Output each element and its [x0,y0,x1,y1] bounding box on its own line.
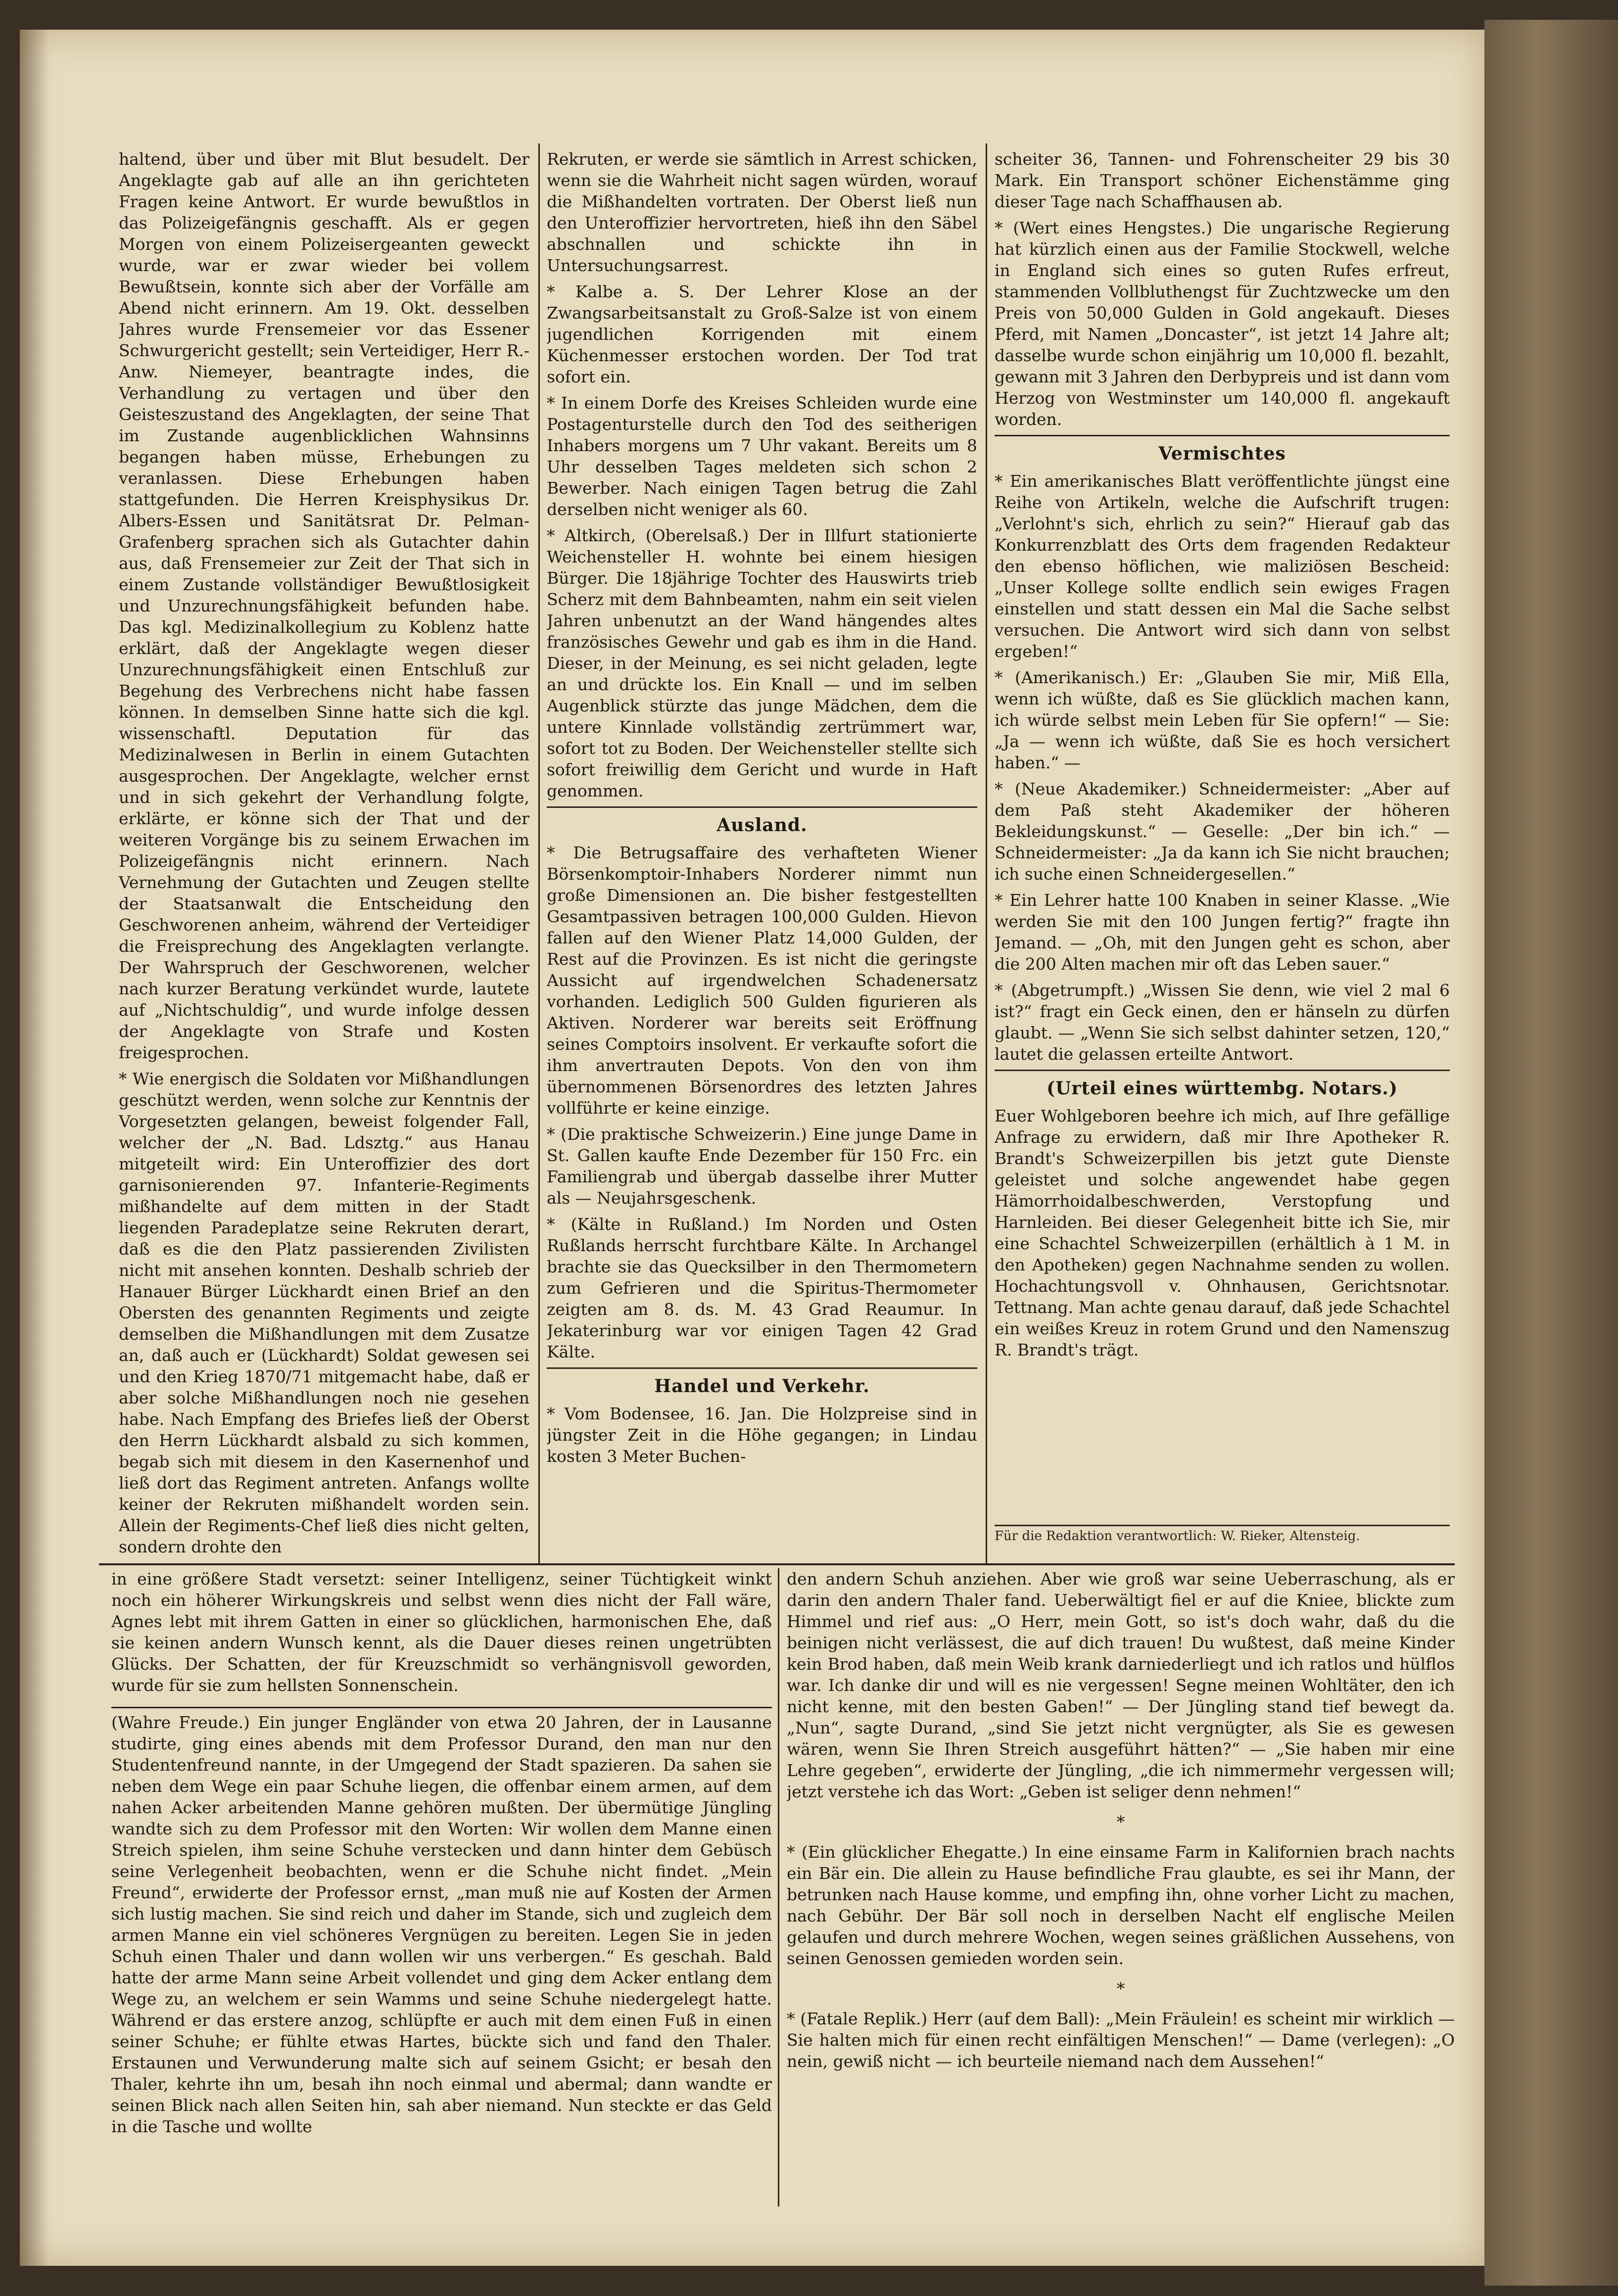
feuilleton-divider [99,1563,1455,1565]
column-rule [778,1568,779,2206]
section-rule [547,806,977,808]
feuilleton-end [111,1568,772,1702]
article-hengst: * (Wert eines Hengstes.) Die ungarische Regierung hat kürzlich einen aus der Familie Stockwell, welche in England sich eines so guten Rufes erfreut, stammenden Vollbluthengst für Zuchtzwecke um den Preis von 50,000 Gulden in Gold angekauft. Dieses Pferd, mit Namen „Doncaster“, ist jetzt 14 Jahre alt; dasselbe wurde schon einjährig um 10,000 fl. bezahlt, gewann mit 3 Jahren den Derbypreis und ist dann vom Herzog von Westminster um 140,000 fl. angekauft worden. [995,218,1450,429]
separator-star: * [1116,1979,1125,1998]
article-amerikanisches-blatt: * Ein amerikanisches Blatt veröffentlichte jüngst eine Reihe von Artikeln, welche die Aufschrift trugen: „Verlohnt's sich, ehrlich zu sein?“ Hierauf gab das Konkurrenzblatt des Orts dem fragenden Redakteur den ebenso höflichen, wie maliziösen Bescheid: „Unser Kollege sollte endlich sein ewiges Fragen einstellen und statt dessen ein Mal die Sache selbst versuchen. Die Antwort wird sich dann von selbst ergeben!“ [995,471,1450,661]
editor-line: Für die Redaktion verantwortlich: W. Rieker, Altensteig. [995,1529,1360,1544]
section-rule [547,1367,977,1369]
column-1 [119,148,529,1563]
column-2 [547,148,977,1563]
separator-star: * [1116,1812,1125,1831]
heading-ausland: Ausland. [716,815,808,836]
column-3 [995,148,1450,1524]
article-norderer: * Die Betrugsaffaire des verhafteten Wiener Börsenkomptoir-Inhabers Norderer nimmt nun große Dimensionen an. Die bisher festgestellten Gesamtpassiven betragen 100,000 Gulden. Hievon fallen auf den Wiener Platz 14,000 Gulden, der Rest auf die Provinzen. Es ist nicht die geringste Aussicht auf irgendwelchen Schadenersatz vorhanden. Lediglich 500 Gulden figurieren als Aktiven. Norderer war bereits seit Eröffnung seines Comptoirs insolvent. Er verkaufte sofort die ihm anvertrauten Depots. Von den von ihm übernommenen Börsenordres des letzten Jahres vollführte er keine einzige. [547,843,977,1118]
article-kalbe: * Kalbe a. S. Der Lehrer Klose an der Zwangsarbeitsanstalt zu Groß-Salze ist von einem jugendlichen Korrigenden mit einem Küchenmesser erstochen worden. Der Tod trat sofort ein. [547,282,977,386]
anecdote-ehegatte: * (Ein glücklicher Ehegatte.) In eine einsame Farm in Kalifornien brach nachts ein Bär ein. Die allein zu Hause befindliche Frau glaubte, es sei ihr Mann, der betrunken nach Hause komme, und empfing ihn, ohne vorher Licht zu machen, nach Gebühr. Der Bär soll noch in derselben Nacht elf englische Meilen gelaufen und durch mehrere Wochen, wegen seines gräßlichen Aussehens, von seinen Genossen gemieden worden sein. [787,1842,1455,1968]
heading-vermischtes: Vermischtes [1158,443,1286,464]
article-bodensee-cont: scheiter 36, Tannen- und Fohrenscheiter 29 bis 30 Mark. Ein Transport schöner Eichenstämme ging dieser Tage nach Schaffhausen ab. [995,149,1450,211]
article-altkirch: * Altkirch, (Oberelsaß.) Der in Illfurt stationierte Weichensteller H. wohnte bei einem hiesigen Bürger. Die 18jährige Tochter des Hauswirts trieb Scherz mit dem Bahnbeamten, nahm ein seit vielen Jahren unbenutzt an der Wand hängendes altes französisches Gewehr und gab es ihm in die Hand. Dieser, in der Meinung, es sei nicht geladen, legte an und drückte los. Ein Knall — und im selben Augenblick stürzte das junge Mädchen, dem die untere Kinnlade vollständig zertrümmert war, sofort tot zu Boden. Der Weichensteller stellte sich sofort freiwillig dem Gericht und wurde in Haft genommen. [547,526,977,800]
feuilleton-text: in eine größere Stadt versetzt: seiner Intelligenz, seiner Tüchtigkeit winkt noch ein höherer Wirkungskreis und selbst wenn dies nicht der Fall wäre, Agnes lebt mit ihrem Gatten in einer so glücklichen, harmonischen Ehe, daß sie keinen andern Wunsch kennt, als die Dauer dieses reinen ungetrübten Glücks. Der Schatten, der für Kreuzschmidt so verhängnisvoll geworden, wurde für sie zum hellsten Sonnenschein. [111,1569,772,1695]
article-hanau: * Wie energisch die Soldaten vor Mißhandlungen geschützt werden, wenn solche zur Kenntnis der Vorgesetzten gelangen, beweist folgender Fall, welcher der „N. Bad. Ldsztg.“ aus Hanau mitgeteilt wird: Ein Unteroffizier des dort garnisonierenden 97. Infanterie-Regiments mißhandelte auf dem mitten in der Stadt liegenden Paradeplatze seine Rekruten derart, daß es die den Platz passierenden Zivilisten nicht mit ansehen konnten. Deshalb schrieb der Hanauer Bürger Lückhardt einen Brief an den Obersten des genannten Regiments und zeigte demselben die Mißhandlungen mit dem Zusatze an, daß auch er (Lückhardt) Soldat gewesen sei und den Krieg 1870/71 mitgemacht habe, daß er aber solche Mißhandlungen noch nie gesehen habe. Nach Empfang des Briefes ließ der Oberst den Herrn Lückhardt alsbald zu sich kommen, begab sich mit diesem in den Kasernenhof und ließ dort das Regiment antreten. Anfangs wollte keiner der Rekruten mißhandelt worden sein. Allein der Regiments-Chef ließ dies nicht gelten, sondern drohte den [119,1069,529,1556]
column-rule [986,143,987,1563]
article-frensemeier: haltend, über und über mit Blut besudelt. Der Angeklagte gab auf alle an ihn gerichteten Fragen keine Antwort. Er wurde bewußtlos in das Polizeigefängnis geschafft. Als er gegen Morgen von einem Polizeisergeanten geweckt wurde, war er zwar wieder bei vollem Bewußtsein, konnte sich aber der Vorfälle am Abend nicht erinnern. Am 19. Okt. desselben Jahres wurde Frensemeier vor das Essener Schwurgericht gestellt; sein Verteidiger, Herr R.-Anw. Niemeyer, beantragte indes, die Verhandlung zu vertagen und über den Geisteszustand des Angeklagten, der seine That im Zustande augenblicklichen Wahnsinns begangen haben müsse, Erhebungen zu veranlassen. Diese Erhebungen haben stattgefunden. Die Herren Kreisphysikus Dr. Albers-Essen und Sanitätsrat Dr. Pelman-Grafenberg sprachen sich als Gutachter dahin aus, daß Frensemeier zur Zeit der That sich in einem Zustande vollständiger Bewußtlosigkeit und Unzurechnungsfähigkeit befunden habe. Das kgl. Medizinalkollegium zu Koblenz hatte erklärt, daß der Angeklagte wegen dieser Unzurechnungsfähigkeit einen Entschluß zur Begehung des Verbrechens nicht habe fassen können. In demselben Sinne hatte sich die kgl. wissenschaftl. Deputation für das Medizinalwesen in Berlin in einem Gutachten ausgesprochen. Der Angeklagte, welcher ernst und in sich gekehrt der Verhandlung folgte, erklärte, er könne sich der That und der weiteren Vorgänge bis zu seinem Erwachen im Polizeigefängnis nicht erinnern. Nach Vernehmung der Gutachten und Zeugen stellte der Staatsanwalt die Entscheidung den Geschworenen anheim, während der Verteidiger die Freisprechung des Angeklagten verlangte. Der Wahrspruch der Geschworenen, welcher nach kurzer Beratung verkündet wurde, lautete auf „Nichtschuldig“, und wurde infolge dessen der Angeklagte von Strafe und Kosten freigesprochen. [119,149,529,1062]
column-rule [538,143,540,1563]
editor-rule [995,1525,1450,1526]
article-kaelte: * (Kälte in Rußland.) Im Norden und Osten Rußlands herrscht furchtbare Kälte. In Archangel brachte sie das Quecksilber in den Thermometern zum Gefrieren und die Spiritus-Thermometer zeigten am 8. ds. M. 43 Grad Reaumur. In Jekaterinburg war vor einigen Tagen 42 Grad Kälte. [547,1215,977,1361]
article-abgetrumpft: * (Abgetrumpft.) „Wissen Sie denn, wie viel 2 mal 6 ist?“ fragt ein Geck einen, den er hänseln zu dürfen glaubt. — „Wenn Sie sich selbst dahinter setzen, 120,“ lautet die gelassen erteilte Antwort. [995,981,1450,1064]
article-lehrer: * Ein Lehrer hatte 100 Knaben in seiner Klasse. „Wie werden Sie mit den 100 Jungen fertig?“ fragte ihn Jemand. — „Oh, mit den Jungen geht es schon, aber die 200 Alten machen mir oft das Leben sauer.“ [995,890,1450,974]
article-amerikanisch: * (Amerikanisch.) Er: „Glauben Sie mir, Miß Ella, wenn ich wüßte, daß es Sie glücklich machen kann, ich würde selbst mein Leben für Sie opfern!“ — Sie: „Ja — wenn ich wüßte, daß Sie es hoch versichert haben.“ — [995,668,1450,772]
story-left [111,1712,772,2206]
anecdote-replik: * (Fatale Replik.) Herr (auf dem Ball): „Mein Fräulein! es scheint mir wirklich — Sie halten mich für einen recht einfältigen Menschen!“ — Dame (verlegen): „O nein, gewiß nicht — ich beurteile niemand nach dem Aussehen!“ [787,2009,1455,2071]
article-akademiker: * (Neue Akademiker.) Schneidermeister: „Aber auf dem Paß steht Akademiker der höheren Bekleidungskunst.“ — Geselle: „Der bin ich.“ — Schneidermeister: „Ja da kann ich Sie nicht brauchen; ich suche einen Schneidergesellen.“ [995,779,1450,884]
book-binding [1484,20,1618,2286]
gutter-shadow [20,30,49,2266]
section-rule [995,435,1450,436]
article-bodensee: * Vom Bodensee, 16. Jan. Die Holzpreise sind in jüngster Zeit in die Höhe gegangen; in Lindau kosten 3 Meter Buchen- [547,1404,977,1466]
article-schleiden: * In einem Dorfe des Kreises Schleiden wurde eine Postagenturstelle durch den Tod des seitherigen Inhabers morgens um 7 Uhr vakant. Bereits um 8 Uhr desselben Tages meldeten sich schon 2 Bewerber. Nach einigen Tagen betrug die Zahl derselben nicht weniger als 60. [547,393,977,519]
article-hanau-cont: Rekruten, er werde sie sämtlich in Arrest schicken, wenn sie die Wahrheit nicht sagen würden, worauf die Mißhandelten vortraten. Der Oberst ließ nun den Unteroffizier hervortreten, hieß ihn den Säbel abschnallen und schickte ihn in Untersuchungsarrest. [547,149,977,275]
section-rule [995,1070,1450,1071]
advert-text: Euer Wohlgeboren beehre ich mich, auf Ihre gefällige Anfrage zu erwidern, daß mir Ihre Apotheker R. Brandt's Schweizerpillen bis jetzt gute Dienste geleistet und solche angewendet habe gegen Hämorrhoidalbeschwerden, Verstopfung und Harnleiden. Bei dieser Gelegenheit bitte ich Sie, mir eine Schachtel Schweizerpillen (erhältlich à 1 M. in den Apotheken) gegen Nachnahme senden zu wollen. Hochachtungsvoll v. Ohnhausen, Gerichtsnotar. Tettnang. Man achte genau darauf, daß jede Schachtel ein weißes Kreuz in rotem Grund und den Namenszug R. Brandt's trägt. [995,1106,1450,1359]
heading-advert: (Urteil eines württembg. Notars.) [1047,1078,1398,1099]
story-wahre-freude-cont: den andern Schuh anziehen. Aber wie groß war seine Ueberraschung, als er darin den andern Thaler fand. Ueberwältigt fiel er auf die Kniee, blickte zum Himmel und rief aus: „O Herr, mein Gott, so ist's doch wahr, daß du die beinigen nicht verlässest, die auf dich trauen! Du wußtest, daß meine Kinder kein Brod haben, daß mein Weib krank darniederliegt und ich ratlos und hülflos war. Ich danke dir und will es nie vergessen! Segne meinen Wohltäter, den ich nicht kenne, mit den besten Gaben!“ — Der Jüngling stand tief bewegt da. „Nun“, sagte Durand, „sind Sie jetzt nicht vergnügter, als Sie es gewesen wären, wenn Sie Ihren Streich ausgeführt hätten?“ — „Sie haben mir eine Lehre gegeben“, erwiderte der Jüngling, „die ich nimmermehr vergessen will; jetzt verstehe ich das Wort: „Geben ist seliger denn nehmen!“ [787,1569,1455,1801]
section-rule [111,1707,772,1708]
article-schweizerin: * (Die praktische Schweizerin.) Eine junge Dame in St. Gallen kaufte Ende Dezember für 150 Frc. ein Familiengrab und übergab dasselbe ihrer Mutter als — Neujahrsgeschenk. [547,1125,977,1208]
heading-handel: Handel und Verkehr. [654,1376,870,1397]
story-wahre-freude: (Wahre Freude.) Ein junger Engländer von etwa 20 Jahren, der in Lausanne studirte, ging eines abends mit dem Professor Durand, den man nur den Studentenfreund nannte, in der Umgegend der Stadt spazieren. Da sahen sie neben dem Wege ein paar Schuhe liegen, die offenbar einem armen, auf dem nahen Acker arbeitenden Manne gehören mußten. Der übermütige Jüngling wandte sich zu dem Professor mit den Worten: Wir wollen dem Manne einen Streich spielen, ihm seine Schuhe verstecken und dann hinter dem Gebüsch seine Verlegenheit beobachten, wenn er die Schuhe nicht findet. „Mein Freund“, erwiderte der Professor ernst, „man muß nie auf Kosten der Armen sich lustig machen. Sie sind reich und daher im Stande, sich und zugleich dem armen Manne ein viel schöneres Vergnügen zu bereiten. Legen Sie in jeden Schuh einen Thaler und dann wollen wir uns verbergen.“ Es geschah. Bald hatte der arme Mann seine Arbeit vollendet und ging dem Acker entlang dem Wege zu, an welchem er sein Wamms und seine Schuhe niedergelegt hatte. Während er das erstere anzog, schlüpfte er auch mit dem einen Fuß in einen seiner Schuhe; er fühlte etwas Hartes, bückte sich und fand den Thaler. Erstaunen und Verwunderung malte sich auf seinem Gsicht; er besah den Thaler, kehrte ihn um, besah ihn noch einmal und abermal; dann wandte er seinen Blick nach allen Seiten hin, sah aber niemand. Nun steckte er das Geld in die Tasche und wollte [111,1713,772,2136]
story-right [787,1568,1455,2206]
